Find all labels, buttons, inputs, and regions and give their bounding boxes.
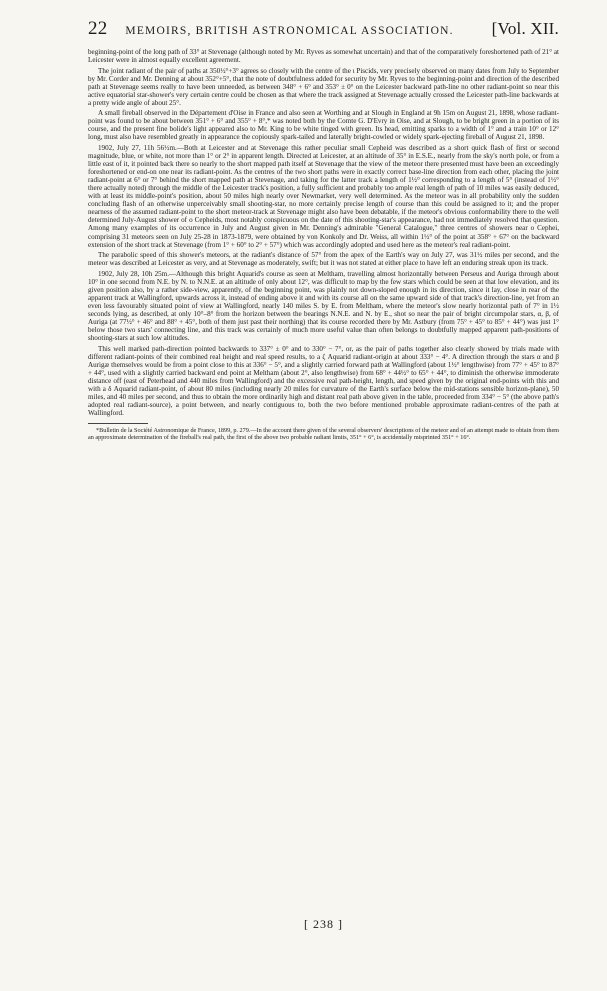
footnote [88, 427, 559, 441]
paragraph: A small fireball observed in the Département d'Oise in France and also seen at Worthing and at Slough in England at 9h 15m on August 21, 1898, whose radiant-point was found to be about between 351° + 6° and 355° + 8°,* was noted both by the Comte G. D'Evry in Oise, and at Slough, to be bright green in a portion of its course, and the present fine bolide's light appeared also to Mr. King to be white tinged with green. Its head, emitting sparks to a width of 1° and a train 10° or 12° long, must also have resembled greatly in appearance the copiously spark-tailed and laterally bright-cowled or widely spark-ejecting fireball of August 21, 1898. [88, 109, 559, 142]
paragraph: The parabolic speed of this shower's meteors, at the radiant's distance of 57° from the apex of the Earth's way on July 27, was 31½ miles per second, and the meteor was described at Leicester as very, and at Stevenage as moderately, swift; but it was not stated at either place to have left an enduring streak upon its track. [88, 251, 559, 268]
paragraph: 1902, July 28, 10h 25m.—Although this bright Aquarid's course as seen at Meltham, travelling almost horizontally between Perseus and Auriga through about 10° in one second from N.E. by N. to N.N.E. at an altitude of only about 12°, was difficult to map by the few stars which could be seen at that low elevation, and its given position also, by a rather side-view, apparently, of the beginning point, was plainly not down-sloped enough in its direction, since it lay, close in rear of the apparent track at Wallingford, upwards across it, instead of ending above it and with its course all on the same upward side of that track's direction-line, yet from an even less favourably situated point of view at Wallingford, nearly 140 miles S. by E. from Meltham, where the meteor's slow nearly horizontal path of 7° in 1½ seconds lying, as described, at only 10°–8° from the horizon between the bearings N.N.E. and N. by E., shot so near the pair of bright circumpolar stars, α, β, of Auriga (at 77½° + 46° and 88° + 45°, both of them just past their northing) that its course recorded there by Mr. Astbury (from 75° + 45° to 85° + 44°) was just 1° below those two stars' connecting line, and this track was certainly of much more useful value than often belongs to doubtfully mapped apparent path-positions of shooting-stars at such low altitudes. [88, 269, 559, 343]
page-number: 22 [88, 18, 108, 39]
paragraph: 1902, July 27, 11h 56½m.—Both at Leicester and at Stevenage this rather peculiar small Cepheid was described as a short quick flash of first or second magnitude, blue, or white, not more than 1° or 2° in apparent length. Directed at Leicester, at an altitude of 35° in E.S.E., nearly from the sky's north pole, or from a little east of it, it pointed back there so nearly to the short mapped path itself at Stevenage that the view of the meteor there presented must have been an exceedingly foreshortened or end-on one near its radiant-point. As the centres of the two short paths were in exactly correct base-line direction from each other, placing the joint radiant-point at 6° or 7° behind the short mapped path at Stevenage, and taking for the latter track a length of 1½° corresponding to a length of 5° (instead of 1½° there actually noted) through the middle of the Leicester track's position, a fully sufficient and probably too ample real length of path of 10 miles was easily deduced, with at least its middle-point's position, about 50 miles high nearly over Newmarket, very well determined. As the meteor was in all probability only the sudden concluding flash of an otherwise unperceivably small shooting-star, no more certainly precise length of course than this could be assigned to it; and the proper nearness of the assumed radiant-point to the short meteor-track at Stevenage might also have been debatable, if the meteor's obvious conformability there to the well determined July-August shower of ο Cepheids, most notably conspicuous on the date of this shooting-star's appearance, had not immediately resolved that question. Among many examples of its occurrence in July and August given in Mr. Denning's admirable "General Catalogue," three centres of showers near ο Cephei, comprising 31 meteors seen on July 25-28 in 1873-1879, were obtained by von Konkoly and Dr. Weiss, all within 1½° of the point at 358° + 67° on the backward extension of the short track at Stevenage (from 1° + 60° to 2° + 57°) which was accordingly adopted and used here as the meteor's real radiant-point. [88, 144, 559, 249]
footnote-divider [88, 423, 148, 424]
volume-label: [Vol. XII. [491, 19, 559, 38]
paragraph: This well marked path-direction pointed backwards to 337° ± 0° and to 330° − 7°, or, as the pair of paths together also clearly showed by trials made with different radiant-points of their combined real height and real speed results, to a ζ Aquarid radiant-origin at about 333° − 4°. A direction through the stars α and β Aurigæ themselves would be from a point close to this at 336° − 5°, and a slightly carried forward path at Wallingford (about 1½° lengthwise) from 77° + 45° to 87° + 44°, used with a slightly carried backward end point at Meltham (about 2°, also lengthwise) from 68° + 44½° to 65° + 44°, to diminish the otherwise immoderate distance off (east of Peterhead and 440 miles from Wallingford) and the excessive real path-height, length, and speed given by the original end-points with this and with a δ Aquarid radiant-point, of about 80 miles (including nearly 20 miles for curvature of the Earth's surface below the mid-stations sensible horizon-plane), 50 miles, and 40 miles per second, and thus to obtain the more ordinarily high and distant real path above given in the table, proceeded from 334° − 5° (the above path's adopted real radiant-source), a point between, and nearly contiguous to, both the two before mentioned probable approximate radiant-centres of the path at Wallingford. [88, 344, 559, 418]
journal-title: MEMOIRS, BRITISH ASTRONOMICAL ASSOCIATION. [125, 25, 454, 37]
article-body [88, 48, 559, 417]
running-header [88, 18, 559, 40]
footnote-text: *Bulletin de la Société Astronomique de France, 1899, p. 279.—In the account there given of the several observers' descriptions of the meteor and of an attempt made to obtain from them an approximate determination of the fireball's real path, the first of the above two probable radiant limits, 351° + 6°, is accidentally misprinted 351° + 16°. [88, 427, 559, 442]
paragraph: The joint radiant of the pair of paths at 350½°+3° agrees so closely with the centre of the ι Piscids, very precisely observed on many dates from July to September by Mr. Corder and Mr. Denning at about 352°+5°, that the note of doubtfulness added for security by Mr. Ryves to the beginning-point and direction of the described path at Stevenage seems really to have been unneeded, as between 348° + 6° and 353° ± 0° on the Leicester backward path-line no other radiant-point so near this active equatorial star-shower's very certain centre could be chosen as that where the track assigned at Stevenage actually crossed the Leicester path-line backwards at a pretty wide angle of about 25°. [88, 66, 559, 107]
paragraph: beginning-point of the long path of 33° at Stevenage (although noted by Mr. Ryves as somewhat uncertain) and that of the comparatively foreshortened path of 21° at Leicester were in almost equally excellent agreement. [88, 48, 559, 65]
page-marker: [ 238 ] [304, 917, 343, 931]
